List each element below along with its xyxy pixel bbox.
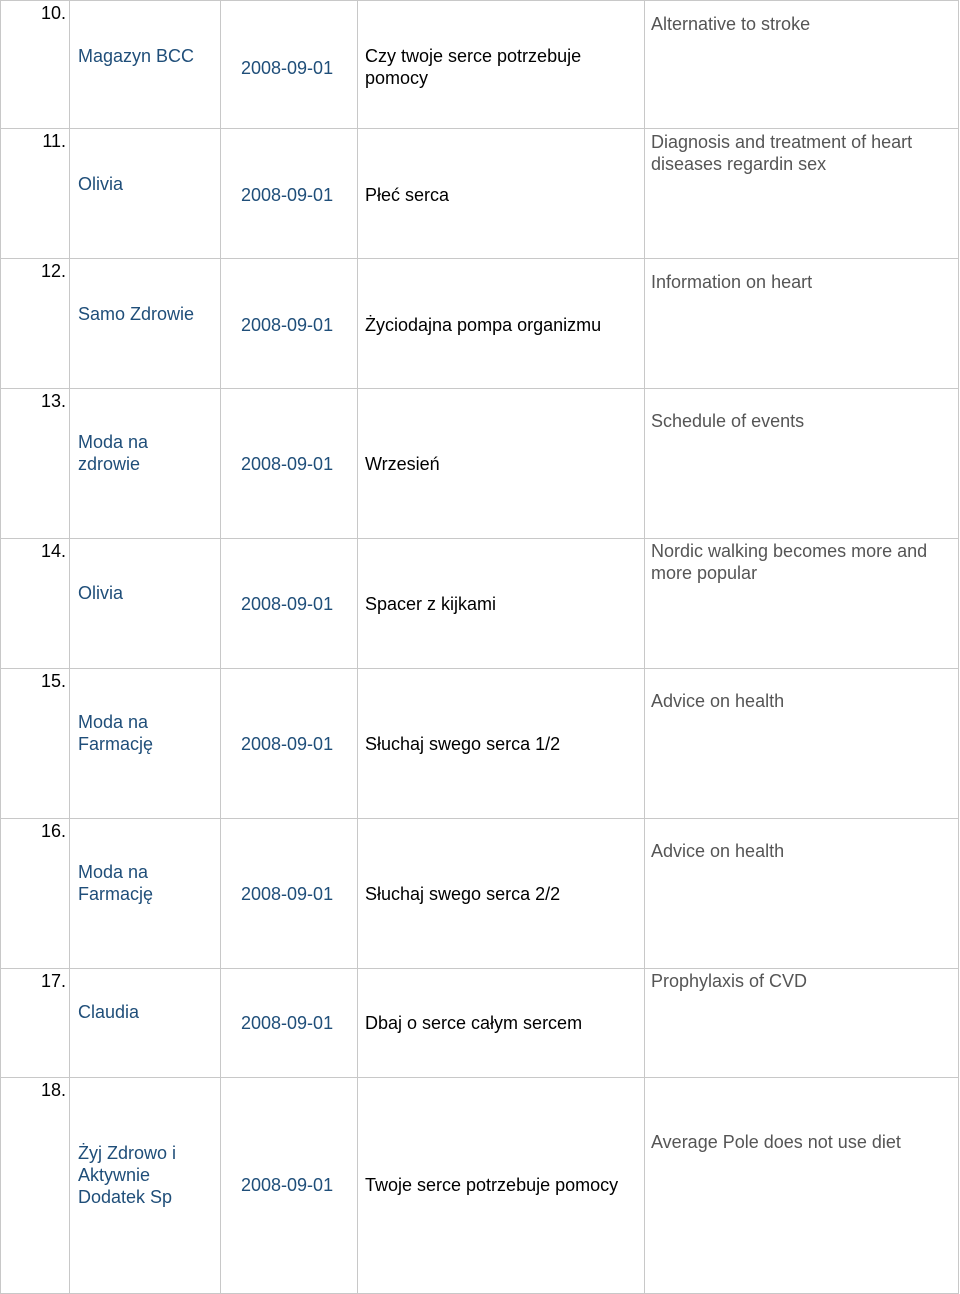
date-cell (221, 129, 358, 259)
date-cell (221, 539, 358, 669)
source-cell (70, 129, 221, 259)
description-cell (645, 1078, 959, 1294)
source-name: Olivia (78, 174, 124, 194)
description-cell (645, 969, 959, 1078)
article-description: Average Pole does not use diet (651, 1132, 901, 1152)
source-name: Samo Zdrowie (78, 304, 195, 324)
row-number-cell (1, 969, 70, 1078)
row-number: 14. (40, 541, 66, 561)
article-description: Schedule of events (651, 411, 805, 431)
source-name: Moda na zdrowie (78, 432, 149, 474)
publication-date: 2008-09-01 (241, 185, 334, 205)
description-cell (645, 129, 959, 259)
row-number: 17. (40, 971, 66, 991)
article-title: Słuchaj swego serca 1/2 (365, 734, 561, 754)
row-number-cell (1, 129, 70, 259)
title-cell (358, 969, 645, 1078)
row-number-cell (1, 819, 70, 969)
row-number-cell (1, 259, 70, 389)
date-cell (221, 259, 358, 389)
article-title: Wrzesień (365, 454, 440, 474)
date-cell (221, 969, 358, 1078)
date-cell (221, 669, 358, 819)
title-cell (358, 819, 645, 969)
table-row (1, 539, 959, 669)
source-name: Olivia (78, 583, 124, 603)
date-cell (221, 1078, 358, 1294)
source-cell (70, 1078, 221, 1294)
row-number: 10. (40, 3, 66, 23)
article-title: Czy twoje serce potrzebuje pomocy (365, 46, 582, 88)
table-row (1, 1078, 959, 1294)
source-cell (70, 969, 221, 1078)
source-name: Claudia (78, 1002, 140, 1022)
source-cell (70, 669, 221, 819)
source-name: Magazyn BCC (78, 46, 195, 66)
article-title: Słuchaj swego serca 2/2 (365, 884, 561, 904)
source-cell (70, 819, 221, 969)
article-title: Życiodajna pompa organizmu (365, 315, 602, 335)
table-row (1, 969, 959, 1078)
article-description: Nordic walking becomes more and more popular (651, 541, 928, 583)
article-description: Advice on health (651, 841, 785, 861)
description-cell (645, 389, 959, 539)
row-number: 11. (42, 131, 66, 151)
description-cell (645, 259, 959, 389)
table-row (1, 1, 959, 129)
article-description: Information on heart (651, 272, 813, 292)
title-cell (358, 669, 645, 819)
row-number-cell (1, 389, 70, 539)
table-row (1, 259, 959, 389)
row-number: 16. (40, 821, 66, 841)
row-number-cell (1, 539, 70, 669)
table-row (1, 819, 959, 969)
source-cell (70, 259, 221, 389)
title-cell (358, 1078, 645, 1294)
publication-date: 2008-09-01 (241, 454, 334, 474)
title-cell (358, 129, 645, 259)
publication-date: 2008-09-01 (241, 58, 334, 78)
table-row (1, 389, 959, 539)
row-number: 13. (40, 391, 66, 411)
publication-date: 2008-09-01 (241, 884, 334, 904)
source-name: Żyj Zdrowo i Aktywnie Dodatek Sp (78, 1143, 177, 1207)
description-cell (645, 1, 959, 129)
row-number-cell (1, 669, 70, 819)
row-number-cell (1, 1, 70, 129)
title-cell (358, 259, 645, 389)
publication-date: 2008-09-01 (241, 1175, 334, 1195)
source-cell (70, 389, 221, 539)
article-title: Spacer z kijkami (365, 594, 497, 614)
row-number: 18. (40, 1080, 66, 1100)
publication-date: 2008-09-01 (241, 594, 334, 614)
table-row (1, 129, 959, 259)
row-number-cell (1, 1078, 70, 1294)
article-title: Płeć serca (365, 185, 450, 205)
description-cell (645, 669, 959, 819)
article-description: Prophylaxis of CVD (651, 971, 808, 991)
title-cell (358, 1, 645, 129)
publication-date: 2008-09-01 (241, 1013, 334, 1033)
source-cell (70, 539, 221, 669)
row-number: 15. (40, 671, 66, 691)
article-title: Twoje serce potrzebuje pomocy (365, 1175, 619, 1195)
source-name: Moda na Farmację (78, 862, 154, 904)
article-title: Dbaj o serce całym sercem (365, 1013, 583, 1033)
article-description: Alternative to stroke (651, 14, 811, 34)
description-cell (645, 539, 959, 669)
publication-date: 2008-09-01 (241, 315, 334, 335)
article-description: Diagnosis and treatment of heart diseases regardin sex (651, 132, 913, 174)
publication-date: 2008-09-01 (241, 734, 334, 754)
date-cell (221, 389, 358, 539)
date-cell (221, 819, 358, 969)
source-name: Moda na Farmację (78, 712, 154, 754)
date-cell (221, 1, 358, 129)
table-row (1, 669, 959, 819)
article-description: Advice on health (651, 691, 785, 711)
description-cell (645, 819, 959, 969)
title-cell (358, 539, 645, 669)
row-number: 12. (40, 261, 66, 281)
source-cell (70, 1, 221, 129)
title-cell (358, 389, 645, 539)
